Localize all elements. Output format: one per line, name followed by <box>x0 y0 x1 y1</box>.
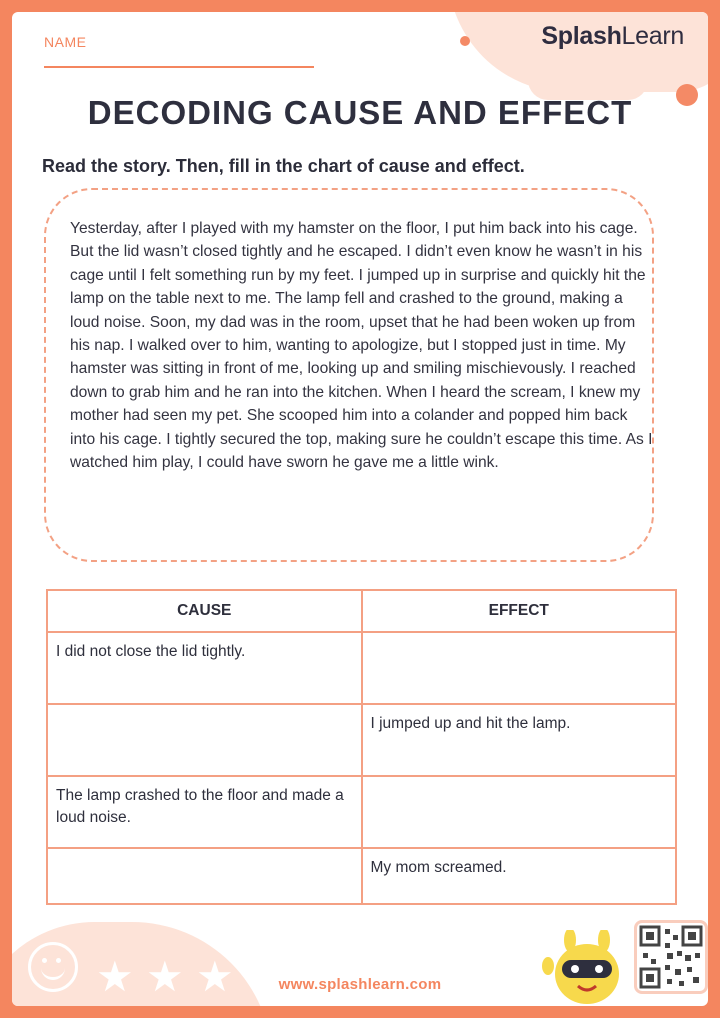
effect-cell[interactable] <box>362 632 677 704</box>
table-row <box>47 848 676 904</box>
table-row <box>47 632 676 704</box>
table-header-row <box>47 590 676 632</box>
decor-dot <box>460 36 470 46</box>
table-row <box>47 776 676 848</box>
cause-cell[interactable] <box>47 848 362 904</box>
effect-cell[interactable]: My mom screamed. <box>362 848 677 904</box>
page-title: DECODING CAUSE AND EFFECT <box>87 94 633 131</box>
effect-cell[interactable]: I jumped up and hit the lamp. <box>362 704 677 776</box>
cause-cell[interactable]: I did not close the lid tightly. <box>47 632 362 704</box>
footer-url[interactable]: www.splashlearn.com <box>278 976 442 993</box>
star-icon: ★ <box>196 953 234 1000</box>
brand-splash: Splash <box>541 22 622 50</box>
cause-effect-table <box>46 589 677 905</box>
table-row <box>47 704 676 776</box>
brand-learn: Learn <box>621 22 684 50</box>
effect-header: EFFECT <box>362 590 677 632</box>
mascot-icon <box>542 930 632 1006</box>
name-label: NAME <box>44 34 87 50</box>
story-text: Yesterday, after I played with my hamster on the floor, I put him back into his cage. But the lid wasn’t closed tightly and he escaped. I didn’t even know he wasn’t in his cage until I felt something run by my feet. I jumped up in surprise and quickly hit the lamp on the table next to me. The lamp fell and crashed to the ground, making a loud noise. Soon, my dad was in the room, upset that he had been woken up from his nap. I walked over to him, wanting to apologize, but I stopped just in time. My hamster was sitting in front of me, looking up and smiling mischievously. I reached down to grab him and he ran into the kitchen. When I heard the scream, I knew my mother had seen my pet. She scooped him into a colander and popped him back into his cage. I tightly secured the top, making sure he couldn’t escape this time. As I watched him play, I could have sworn he gave me a little wink. <box>70 220 653 472</box>
cause-header: CAUSE <box>47 590 362 632</box>
effect-cell[interactable] <box>362 776 677 848</box>
star-icon: ★ <box>146 953 184 1000</box>
worksheet <box>12 12 708 1006</box>
cause-cell[interactable]: The lamp crashed to the floor and made a loud noise. <box>47 776 362 848</box>
qr-code <box>634 920 708 994</box>
cause-cell[interactable] <box>47 704 362 776</box>
brand-logo <box>541 22 684 51</box>
name-line <box>44 66 314 68</box>
instruction-text: Read the story. Then, fill in the chart of cause and effect. <box>42 156 525 176</box>
name-field[interactable] <box>44 34 314 52</box>
star-icon: ★ <box>96 953 134 1000</box>
